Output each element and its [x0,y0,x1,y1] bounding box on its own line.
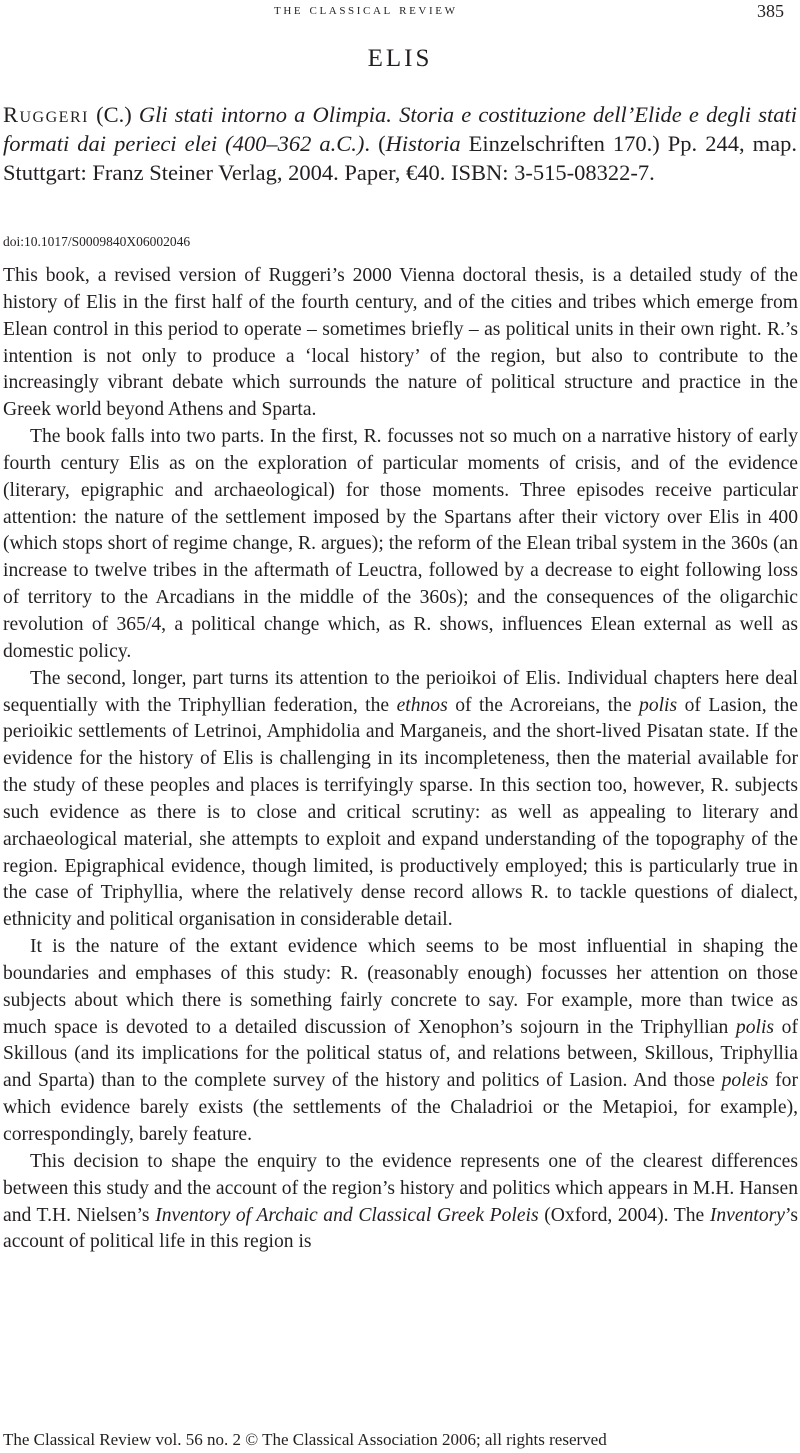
inventory-title: Inventory of Archaic and Classical Greek Poleis [155,1204,539,1226]
paragraph-4-part-c: for which evidence barely exists (the settlements of the Chaladrioi or the Metapioi, for example), correspondingly, barely feature. [3,1070,798,1145]
inventory-short-title: Inventory [709,1204,785,1226]
paragraph-5-part-a: This decision to shape the enquiry to the evidence represents one of the clearest differences between this study and the account of the region’s history and politics which appears in M.H. Hansen and T.H. Nielsen’s [3,1150,798,1226]
citation-details: Einzelschriften 170.) Pp. 244, map. Stuttgart: Franz Steiner Verlag, 2004. Paper, €40. ISBN: 3-515-08322-7. [3,131,798,185]
term-polis: polis [639,694,678,716]
review-body [3,263,798,1256]
citation-initial: (C.) [88,102,139,127]
paragraph-5 [3,1149,798,1256]
paragraph-4-part-a: It is the nature of the extant evidence which seems to be most influential in shaping the boundaries and emphases of this study: R. (reasonably enough) focusses her attention on those subjects about which there is something fairly concrete to say. For example, more than twice as much space is devoted to a detailed discussion of Xenophon’s sojourn in the Triphyllian [3,936,798,1038]
copyright-footer: The Classical Review vol. 56 no. 2 © The Classical Association 2006; all rights reserved [3,1430,607,1449]
term-ethnos: ethnos [396,694,448,716]
paragraph-5-part-c: ’s account of political life in this region is [3,1204,799,1253]
running-head [0,2,800,24]
book-citation [3,100,797,187]
term-polis: polis [735,1016,775,1038]
term-poleis: poleis [721,1070,769,1092]
paragraph-5-part-b: (Oxford, 2004). The [538,1204,710,1226]
paragraph-3-part-b: of the Acroreians, the [447,694,640,716]
paragraph-3 [3,666,798,934]
citation-title: Gli stati intorno a Olimpia. Storia e costituzione dell’Elide e degli stati formati dai perieci elei (400–362 a.C.) [3,102,797,156]
page-number: 385 [757,1,784,21]
citation-author: Ruggeri [3,102,89,127]
paragraph-4 [3,934,798,1149]
paragraph-3-part-a: The second, longer, part turns its attention to the perioikoi of Elis. Individual chapters here deal sequentially with the Triphyllian federation, the [3,667,798,716]
citation-series: Historia [385,131,461,156]
paragraph-3-part-c: of Lasion, the perioikic settlements of Letrinoi, Amphidolia and Marganeis, and the short-lived Pisatan state. If the evidence for the history of Elis is challenging in its incompleteness, then the material available for the study of these peoples and places is terrifyingly sparse. In this section too, however, R. subjects such evidence as there is to close and critical scrutiny: as well as appealing to literary and archaeological material, she attempts to exploit and expand understanding of the topography of the region. Epigraphical evidence, though limited, is productively employed; this is particularly true in the case of Triphyllia, where the relatively dense record allows R. to tackle questions of dialect, ethnicity and political organisation in considerable detail. [3,694,798,931]
citation-separator: . ( [364,131,386,156]
paragraph-2: The book falls into two parts. In the first, R. focusses not so much on a narrative history of early fourth century Elis as on the exploration of particular moments of crisis, and of the evidence (literary, epigraphic and archaeological) for those moments. Three episodes receive particular attention: the nature of the settlement imposed by the Spartans after their victory over Elis in 400 (which stops short of regime change, R. argues); the reform of the Elean tribal system in the 360s (an increase to twelve tribes in the aftermath of Leuctra, followed by a decrease to eight following loss of territory to the Arcadians in the middle of the 360s); and the consequences of the oligarchic revolution of 365/4, a political change which, as R. shows, influences Elean external as well as domestic policy. [3,426,798,662]
paragraph-1: This book, a revised version of Ruggeri’s 2000 Vienna doctoral thesis, is a detailed study of the history of Elis in the first half of the fourth century, and of the cities and tribes which emerge from Elean control in this period to operate – sometimes briefly – as political units in their own right. R.’s intention is not only to produce a ‘local history’ of the region, but also to contribute to the increasingly vibrant debate which surrounds the nature of political structure and practice in the Greek world beyond Athens and Sparta. [3,265,798,421]
paragraph-4-part-b: of Skillous (and its implications for the political status of, and relations between, Skillous, Triphyllia and Sparta) than to the complete survey of the history and politics of Lasion. And those [3,1016,798,1092]
doi-line: doi:10.1017/S0009840X06002046 [3,234,191,249]
section-title: ELIS [367,45,433,72]
journal-name: the classical review [274,2,458,18]
